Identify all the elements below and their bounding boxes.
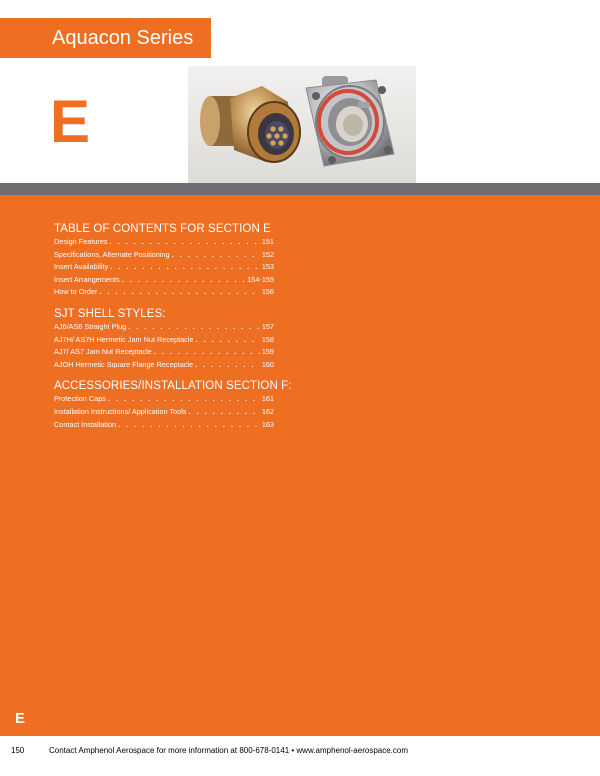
toc-entry-label: AJ7H/ AS7H Hermetic Jam Nut Receptacle bbox=[54, 334, 194, 344]
toc-entry-page: 153 bbox=[261, 262, 274, 272]
toc-entry-label: Design Features bbox=[54, 237, 108, 246]
connector-product-photo bbox=[188, 66, 416, 183]
toc-entry bbox=[54, 261, 274, 274]
toc-entry-label: AJOH Hermetic Square Flange Receptacle bbox=[54, 359, 194, 369]
toc-entry bbox=[54, 321, 274, 334]
toc-entry-page: 163 bbox=[261, 419, 274, 429]
dot-leader bbox=[122, 274, 246, 287]
toc-entry-label: AJ7/ AS7 Jam Nut Receptacle bbox=[54, 347, 152, 357]
toc-entry bbox=[54, 419, 274, 432]
toc-list bbox=[54, 321, 274, 371]
toc-entry-page: 158 bbox=[261, 334, 274, 344]
dot-leader bbox=[108, 393, 260, 406]
toc-entry bbox=[54, 274, 274, 287]
toc-section-heading: SJT SHELL STYLES: bbox=[54, 307, 166, 320]
toc-list bbox=[54, 236, 274, 299]
toc-entry-page: 152 bbox=[261, 249, 274, 259]
toc-entry-page: 156 bbox=[261, 287, 274, 297]
series-title: Aquacon Series bbox=[52, 27, 194, 49]
section-letter-small: E bbox=[15, 710, 26, 727]
toc-entry-page: 151 bbox=[261, 237, 274, 246]
toc-entry bbox=[54, 249, 274, 262]
dot-leader bbox=[110, 261, 260, 274]
page-footer bbox=[0, 736, 600, 776]
dot-leader bbox=[172, 249, 260, 262]
toc-section-heading: TABLE OF CONTENTS FOR SECTION E bbox=[54, 223, 271, 235]
toc-entry-label: AJ6/AS6 Straight Plug bbox=[54, 321, 127, 331]
toc-entry bbox=[54, 236, 274, 249]
gray-divider-band bbox=[0, 183, 600, 195]
toc-entry bbox=[54, 286, 274, 299]
toc-entry bbox=[54, 359, 274, 372]
dot-leader bbox=[118, 419, 260, 432]
section-letter-large: E bbox=[50, 88, 91, 155]
toc-list bbox=[54, 393, 274, 431]
dot-leader bbox=[189, 406, 260, 419]
table-of-contents bbox=[54, 222, 292, 439]
toc-entry bbox=[54, 406, 274, 419]
toc-entry bbox=[54, 334, 274, 347]
page-number: 150 bbox=[11, 746, 25, 755]
toc-entry-page: 162 bbox=[261, 406, 274, 416]
dot-leader bbox=[128, 321, 260, 334]
footer-contact-text: Contact Amphenol Aerospace for more information at 800-678-0141 • www.amphenol-aerospace.com bbox=[49, 746, 408, 755]
toc-entry-label: Installation Instructions/ Application Tools bbox=[54, 406, 187, 416]
dot-leader bbox=[110, 236, 260, 249]
toc-entry-page: 161 bbox=[261, 394, 274, 404]
toc-entry-page: 159 bbox=[261, 347, 274, 357]
dot-leader bbox=[195, 359, 260, 372]
dot-leader bbox=[196, 334, 260, 347]
toc-entry-page: 160 bbox=[261, 359, 274, 369]
series-title-tab bbox=[0, 18, 211, 58]
dot-leader bbox=[99, 286, 259, 299]
toc-entry-label: Protection Caps bbox=[54, 394, 106, 404]
toc-entry-page: 154-155 bbox=[247, 274, 274, 284]
dot-leader bbox=[154, 346, 260, 359]
toc-entry-page: 157 bbox=[261, 321, 274, 331]
toc-entry bbox=[54, 393, 274, 406]
toc-entry-label: Insert Availability bbox=[54, 262, 109, 272]
toc-entry bbox=[54, 346, 274, 359]
toc-section-heading: ACCESSORIES/INSTALLATION SECTION F: bbox=[54, 380, 292, 393]
toc-entry-label: Specifications, Alternate Positioning bbox=[54, 249, 170, 259]
toc-entry-label: Contact Installation bbox=[54, 419, 117, 429]
toc-entry-label: Insert Arrangements bbox=[54, 274, 120, 284]
toc-entry-label: How to Order bbox=[54, 287, 98, 297]
